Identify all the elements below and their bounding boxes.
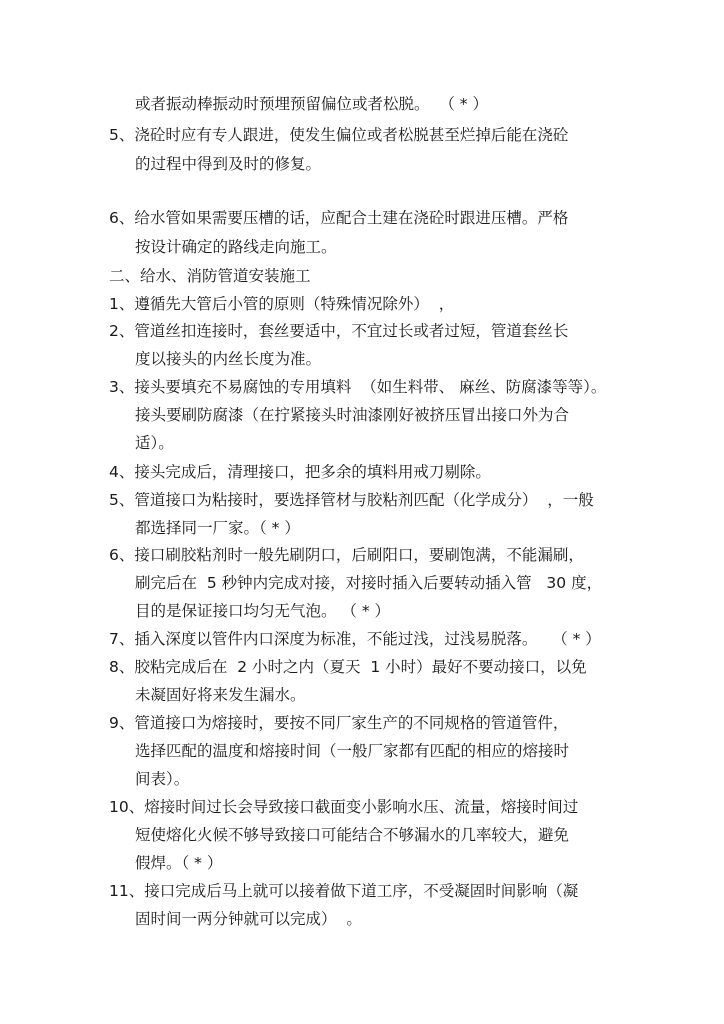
text-line: 接头要刷防腐漆（在拧紧接头时油漆刚好被挤压冒出接口外为合	[135, 406, 570, 424]
text-line: 适）。	[135, 434, 174, 452]
section-heading: 二、给水、消防管道安装施工	[109, 267, 311, 285]
text-line: 5、浇砼时应有专人跟进，使发生偏位或者松脱甚至烂掉后能在浇砼	[109, 126, 569, 144]
text-line: 9、管道接口为熔接时，要按不同厂家生产的不同规格的管道管件，	[109, 714, 569, 732]
text-line: 5、管道接口为粘接时，要选择管材与胶粘剂匹配（化学成分） ，一般	[109, 491, 594, 509]
text-line: 7、插入深度以管件内口深度为标准，不能过浅，过浅易脱落。 （ * ）	[109, 630, 601, 648]
text-line: 间表）。	[135, 770, 190, 788]
text-line: 未凝固好将来发生漏水。	[135, 686, 306, 704]
text-line: 目的是保证接口均匀无气泡。 （ * ）	[135, 602, 391, 620]
text-line: 度以接头的内丝长度为准。	[135, 350, 322, 368]
text-line: 都选择同一厂家。（ * ）	[135, 519, 300, 537]
text-line: 11、接口完成后马上就可以接着做下道工序，不受凝固时间影响（凝	[109, 882, 579, 900]
text-line: 8、胶粘完成后在 2 小时之内（夏天 1 小时）最好不要动接口，以免	[109, 658, 587, 676]
text-line: 短使熔化火候不够导致接口可能结合不够漏水的几率较大，避免	[135, 826, 570, 844]
text-line: 4、接头完成后，清理接口，把多余的填料用戒刀剔除。	[109, 463, 491, 481]
text-line: 假焊。（ * ）	[135, 854, 223, 872]
text-line: 2、管道丝扣连接时，套丝要适中，不宜过长或者过短，管道套丝长	[109, 322, 569, 340]
text-line: 1、遵循先大管后小管的原则（特殊情况除外） ，	[109, 295, 455, 313]
text-line: 刷完后在 5 秒钟内完成对接，对接时插入后要转动插入管 30 度，	[135, 574, 603, 592]
text-line: 6、接口刷胶粘剂时一般先刷阴口，后刷阳口，要刷饱满，不能漏刷，	[109, 546, 584, 564]
text-line: 按设计确定的路线走向施工。	[135, 238, 337, 256]
text-line: 6、给水管如果需要压槽的话，应配合土建在浇砼时跟进压槽。严格	[109, 209, 569, 227]
text-line: 或者振动棒振动时预埋预留偏位或者松脱。 （ * ）	[135, 95, 488, 113]
text-line: 10、熔接时间过长会导致接口截面变小影响水压、流量，熔接时间过	[109, 798, 579, 816]
text-line: 选择匹配的温度和熔接时间（一般厂家都有匹配的相应的熔接时	[135, 742, 570, 760]
text-line: 的过程中得到及时的修复。	[135, 155, 322, 173]
text-line: 固时间一两分钟就可以完成） 。	[135, 910, 362, 928]
text-line: 3、接头要填充不易腐蚀的专用填料 （如生料带、 麻丝、防腐漆等等）。	[109, 378, 607, 396]
